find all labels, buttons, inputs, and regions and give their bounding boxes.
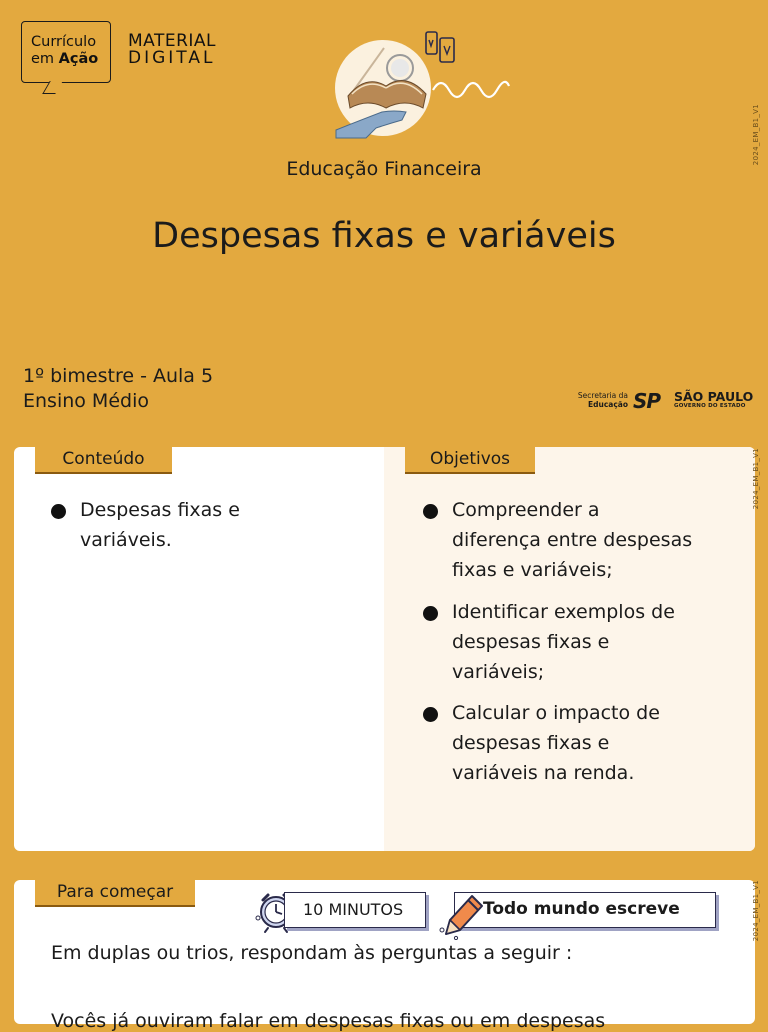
objetivo-line: variáveis;: [452, 661, 545, 683]
curriculo-logo-line1: Currículo: [31, 34, 97, 50]
question-text: Vocês já ouviram falar em despesas fixas ou em despesas: [51, 1010, 606, 1032]
lesson-meta: [23, 364, 213, 414]
secretaria-line1: Secretaria da: [577, 391, 628, 400]
objetivo-line: Identificar exemplos de: [452, 601, 675, 623]
lesson-level: Ensino Médio: [23, 390, 149, 412]
objetivo-item: [452, 597, 675, 687]
objetivo-item: [452, 698, 660, 788]
curriculo-logo-line2-prefix: em: [31, 51, 59, 67]
objetivo-line: variáveis na renda.: [452, 762, 635, 784]
curriculo-em-acao-logo: [21, 21, 111, 83]
time-badge: 10 MINUTOS: [284, 892, 426, 928]
curriculo-logo-line2-bold: Ação: [58, 51, 99, 67]
content-objectives-panel: [14, 447, 755, 851]
state-name: SÃO PAULO: [674, 389, 754, 404]
document-code-panel2: 2024_EM_B1_V1: [752, 880, 760, 942]
secretaria-label: [572, 391, 628, 409]
document-code-cover: 2024_EM_B1_V1: [752, 104, 760, 166]
objetivo-line: diferença entre despesas: [452, 529, 693, 551]
conteudo-item-line: Despesas fixas e: [80, 499, 240, 521]
objetivo-line: despesas fixas e: [452, 732, 610, 754]
objetivo-item: [452, 495, 692, 585]
subject-label: Educação Financeira: [286, 158, 482, 180]
book-hand-illustration: [328, 28, 518, 146]
pencil-icon: [436, 890, 484, 940]
objetivo-line: fixas e variáveis;: [452, 559, 613, 581]
secretaria-line2: Educação: [588, 400, 628, 409]
activity-badge: Todo mundo escreve: [454, 892, 716, 928]
conteudo-item-line: variáveis.: [80, 529, 172, 551]
material-digital-line1: MATERIAL: [128, 31, 217, 51]
objetivos-tag: Objetivos: [405, 447, 535, 474]
material-digital-line2: DIGITAL: [128, 48, 216, 68]
conteudo-item: [80, 495, 240, 555]
lesson-period: 1º bimestre - Aula 5: [23, 365, 214, 387]
objetivo-line: Calcular o impacto de: [452, 702, 660, 724]
state-subtitle: GOVERNO DO ESTADO: [674, 403, 746, 409]
conteudo-tag: Conteúdo: [35, 447, 172, 474]
para-comecar-tag: Para começar: [35, 880, 195, 907]
para-comecar-panel: [14, 880, 755, 1032]
objetivo-line: despesas fixas e: [452, 631, 610, 653]
material-digital-logo: [128, 33, 216, 67]
objetivo-line: Compreender a: [452, 499, 600, 521]
sp-mark: SP: [633, 389, 661, 413]
page-title: Despesas fixas e variáveis: [152, 216, 616, 256]
document-code-panel1: 2024_EM_B1_V1: [752, 448, 760, 510]
instruction-text: Em duplas ou trios, respondam às perguntas a seguir :: [51, 942, 573, 964]
